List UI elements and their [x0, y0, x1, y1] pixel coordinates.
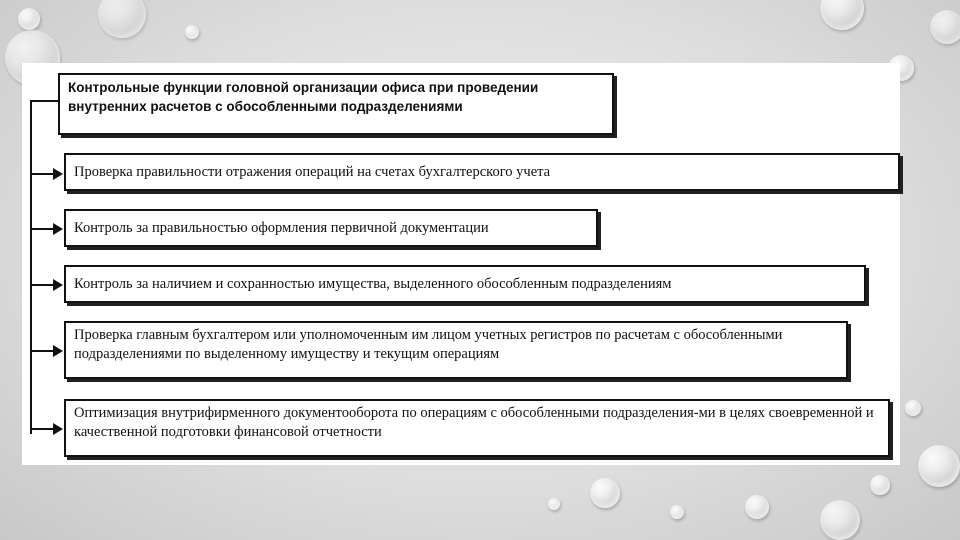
- function-box: [64, 321, 848, 379]
- water-drop-decoration: [185, 25, 199, 39]
- function-box: [64, 153, 900, 191]
- function-box-text: Контроль за правильностью оформления первичной документации: [74, 220, 489, 236]
- function-box-text: Проверка главным бухгалтером или уполномоченным им лицом учетных регистров по расчетам с обособленными подразделениями по выделенному имуществу и текущим операциям: [74, 327, 783, 362]
- arrow-icon: [30, 228, 54, 230]
- title-box: [58, 73, 614, 135]
- water-drop-decoration: [18, 8, 40, 30]
- function-box-text: Контроль за наличием и сохранностью имущества, выделенного обособленным подразделениям: [74, 276, 672, 292]
- connector-spine: [30, 100, 32, 434]
- water-drop-decoration: [548, 498, 560, 510]
- water-drop-decoration: [870, 475, 890, 495]
- function-box-text: Проверка правильности отражения операций на счетах бухгалтерского учета: [74, 164, 551, 180]
- water-drop-decoration: [98, 0, 146, 38]
- water-drop-decoration: [820, 0, 864, 30]
- function-box: [64, 399, 890, 457]
- function-box: [64, 209, 598, 247]
- water-drop-decoration: [905, 400, 921, 416]
- arrow-icon: [30, 350, 54, 352]
- arrow-icon: [30, 428, 54, 430]
- arrow-icon: [30, 173, 54, 175]
- function-box: [64, 265, 866, 303]
- title-box-text: Контрольные функции головной организации офиса при проведении внутренних расчетов с обособленными подразделениями: [68, 80, 539, 114]
- arrow-icon: [30, 284, 54, 286]
- water-drop-decoration: [670, 505, 684, 519]
- water-drop-decoration: [918, 445, 960, 487]
- water-drop-decoration: [930, 10, 960, 44]
- function-box-text: Оптимизация внутрифирменного документооборота по операциям с обособленными подразделения-ми в целях своевременной и качественной подготовки финансовой отчетности: [74, 405, 874, 440]
- water-drop-decoration: [820, 500, 860, 540]
- water-drop-decoration: [745, 495, 769, 519]
- diagram-panel: [22, 63, 900, 465]
- water-drop-decoration: [590, 478, 620, 508]
